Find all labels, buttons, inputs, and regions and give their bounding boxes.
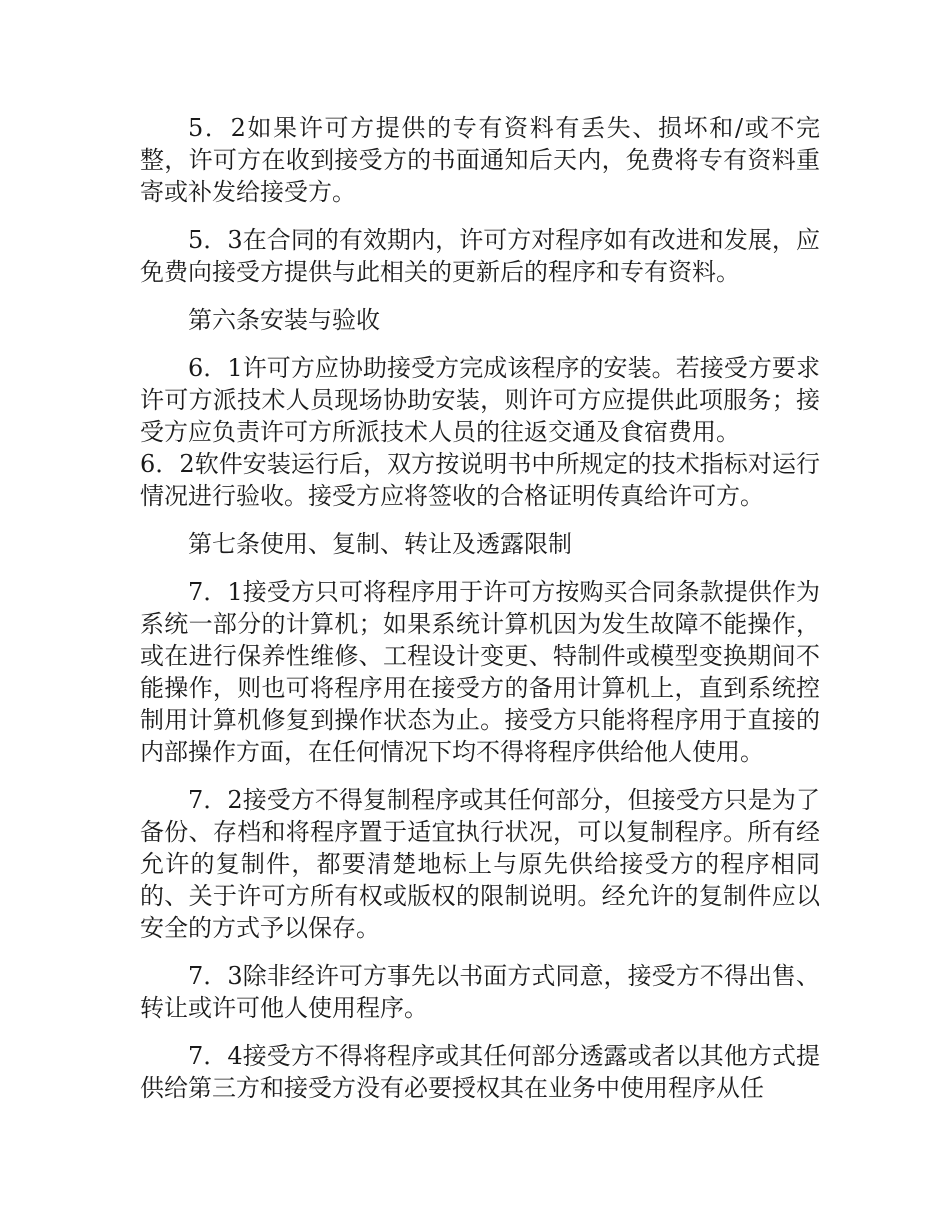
clause-7-2: 7．2接受方不得复制程序或其任何部分，但接受方只是为了备份、存档和将程序置于适宜执行状况，可以复制程序。所有经允许的复制件，都要清楚地标上与原先供给接受方的程序相同的、关于许可方所有权或版权的限制说明。经允许的复制件应以安全的方式予以保存。 — [140, 786, 820, 942]
clause-7-3: 7．3除非经许可方事先以书面方式同意，接受方不得出售、转让或许可他人使用程序。 — [140, 962, 820, 1022]
article-7-heading: 第七条使用、复制、转让及透露限制 — [188, 530, 572, 558]
clause-6-2: 6．2软件安装运行后，双方按说明书中所规定的技术指标对运行情况进行验收。接受方应将签收的合格证明传真给许可方。 — [140, 450, 820, 510]
clause-7-4: 7．4接受方不得将程序或其任何部分透露或者以其他方式提供给第三方和接受方没有必要授权其在业务中使用程序从任 — [140, 1042, 820, 1102]
clause-5-3: 5．3在合同的有效期内，许可方对程序如有改进和发展，应免费向接受方提供与此相关的更新后的程序和专有资料。 — [140, 226, 820, 286]
article-6-heading: 第六条安装与验收 — [188, 306, 380, 334]
clause-5-2: 5．2如果许可方提供的专有资料有丢失、损坏和/或不完整，许可方在收到接受方的书面通知后天内，免费将专有资料重寄或补发给接受方。 — [140, 114, 820, 206]
clause-6-1: 6．1许可方应协助接受方完成该程序的安装。若接受方要求许可方派技术人员现场协助安装，则许可方应提供此项服务；接受方应负责许可方所派技术人员的往返交通及食宿费用。 — [140, 354, 820, 446]
clause-7-1: 7．1接受方只可将程序用于许可方按购买合同条款提供作为系统一部分的计算机；如果系统计算机因为发生故障不能操作，或在进行保养性维修、工程设计变更、特制件或模型变换期间不能操作，则也可将程序用在接受方的备用计算机上，直到系统控制用计算机修复到操作状态为止。接受方只能将程序用于直接的内部操作方面，在任何情况下均不得将程序供给他人使用。 — [140, 578, 820, 766]
document-body — [140, 112, 820, 1120]
